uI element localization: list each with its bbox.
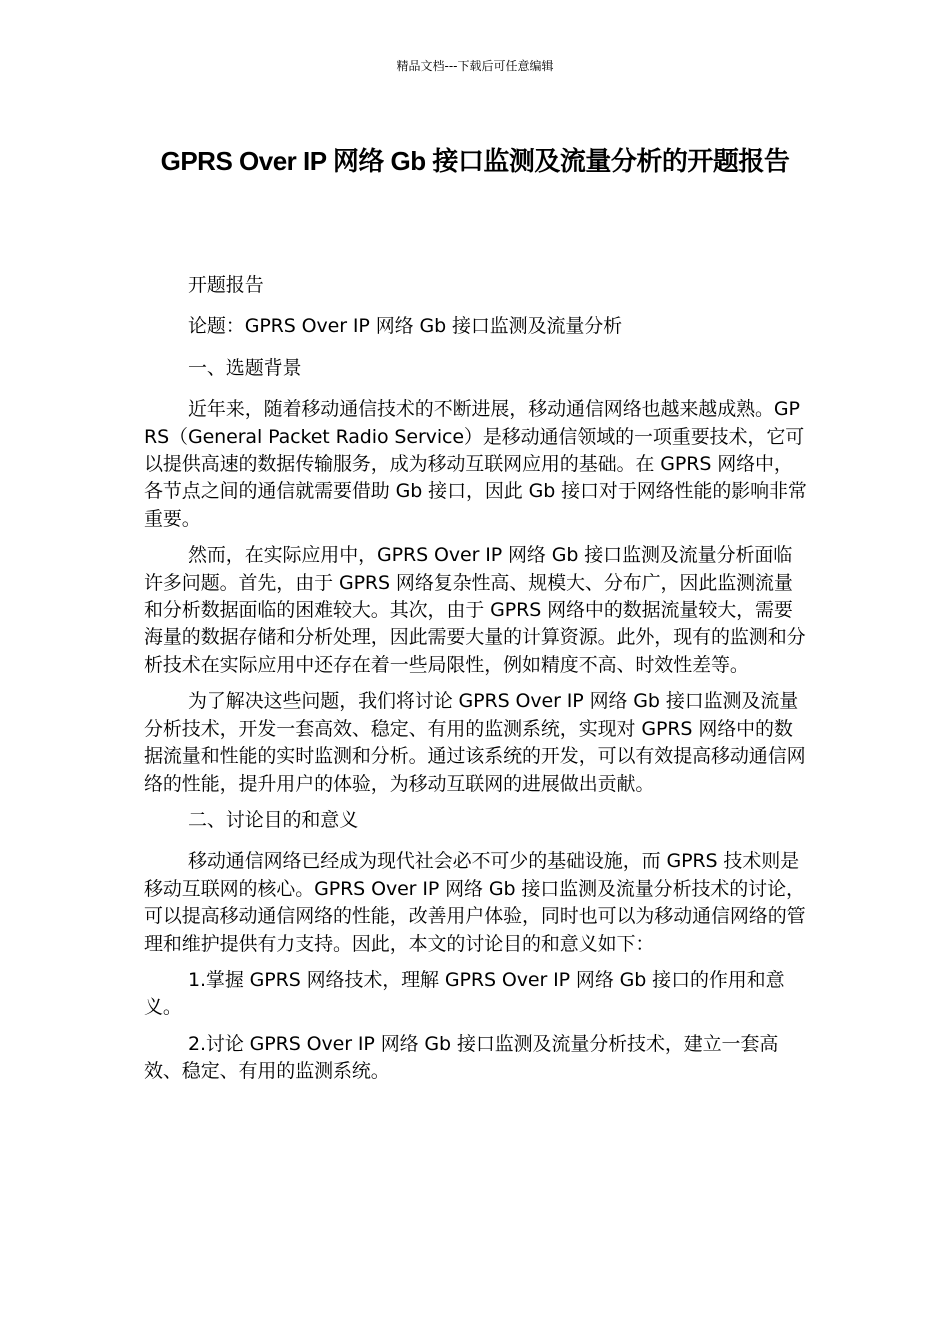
header-note: 精品文档---下载后可任意编辑: [396, 59, 554, 73]
paragraph-background-2: 然而，在实际应用中，GPRS Over IP 网络 Gb 接口监测及流量分析面临许多问题。首先，由于 GPRS 网络复杂性高、规模大、分布广，因此监测流量和分析数据面临的困难较大。其次，由于 GPRS 网络中的数据流量较大，需要海量的数据存储和分析处理，因此需要大量的计算资源。此外，现有的监测和分析技术在实际应用中还存在着一些局限性，例如精度不高、时效性差等。: [144, 544, 806, 676]
document-title: GPRS Over IP 网络 Gb 接口监测及流量分析的开题报告: [160, 146, 790, 176]
heading-background: 一、选题背景: [188, 356, 302, 379]
topic-line: 论题：GPRS Over IP 网络 Gb 接口监测及流量分析: [188, 315, 623, 338]
list-item-1: 1.掌握 GPRS 网络技术，理解 GPRS Over IP 网络 Gb 接口的作用和意义。: [144, 968, 785, 1019]
heading-purpose: 二、讨论目的和意义: [188, 808, 359, 831]
paragraph-purpose: 移动通信网络已经成为现代社会必不可少的基础设施，而 GPRS 技术则是移动互联网的核心。GPRS Over IP 网络 Gb 接口监测及流量分析技术的讨论，可以提高移动通信网络的性能，改善用户体验，同时也可以为移动通信网络的管理和维护提供有力支持。因此，本文的讨论目的和意义如下：: [144, 850, 806, 955]
section-label-proposal: 开题报告: [188, 274, 264, 296]
paragraph-background-1: 近年来，随着移动通信技术的不断进展，移动通信网络也越来越成熟。GPRS（General Packet Radio Service）是移动通信领域的一项重要技术，它可以提供高速的数据传输服务，成为移动互联网应用的基础。在 GPRS 网络中，各节点之间的通信就需要借助 Gb 接口，因此 Gb 接口对于网络性能的影响非常重要。: [144, 398, 807, 530]
paragraph-background-3: 为了解决这些问题，我们将讨论 GPRS Over IP 网络 Gb 接口监测及流量分析技术，开发一套高效、稳定、有用的监测系统，实现对 GPRS 网络中的数据流量和性能的实时监测和分析。通过该系统的开发，可以有效提高移动通信网络的性能，提升用户的体验，为移动互联网的进展做出贡献。: [144, 690, 806, 795]
list-item-2: 2.讨论 GPRS Over IP 网络 Gb 接口监测及流量分析技术，建立一套高效、稳定、有用的监测系统。: [144, 1032, 779, 1083]
document-body: [144, 272, 808, 1095]
